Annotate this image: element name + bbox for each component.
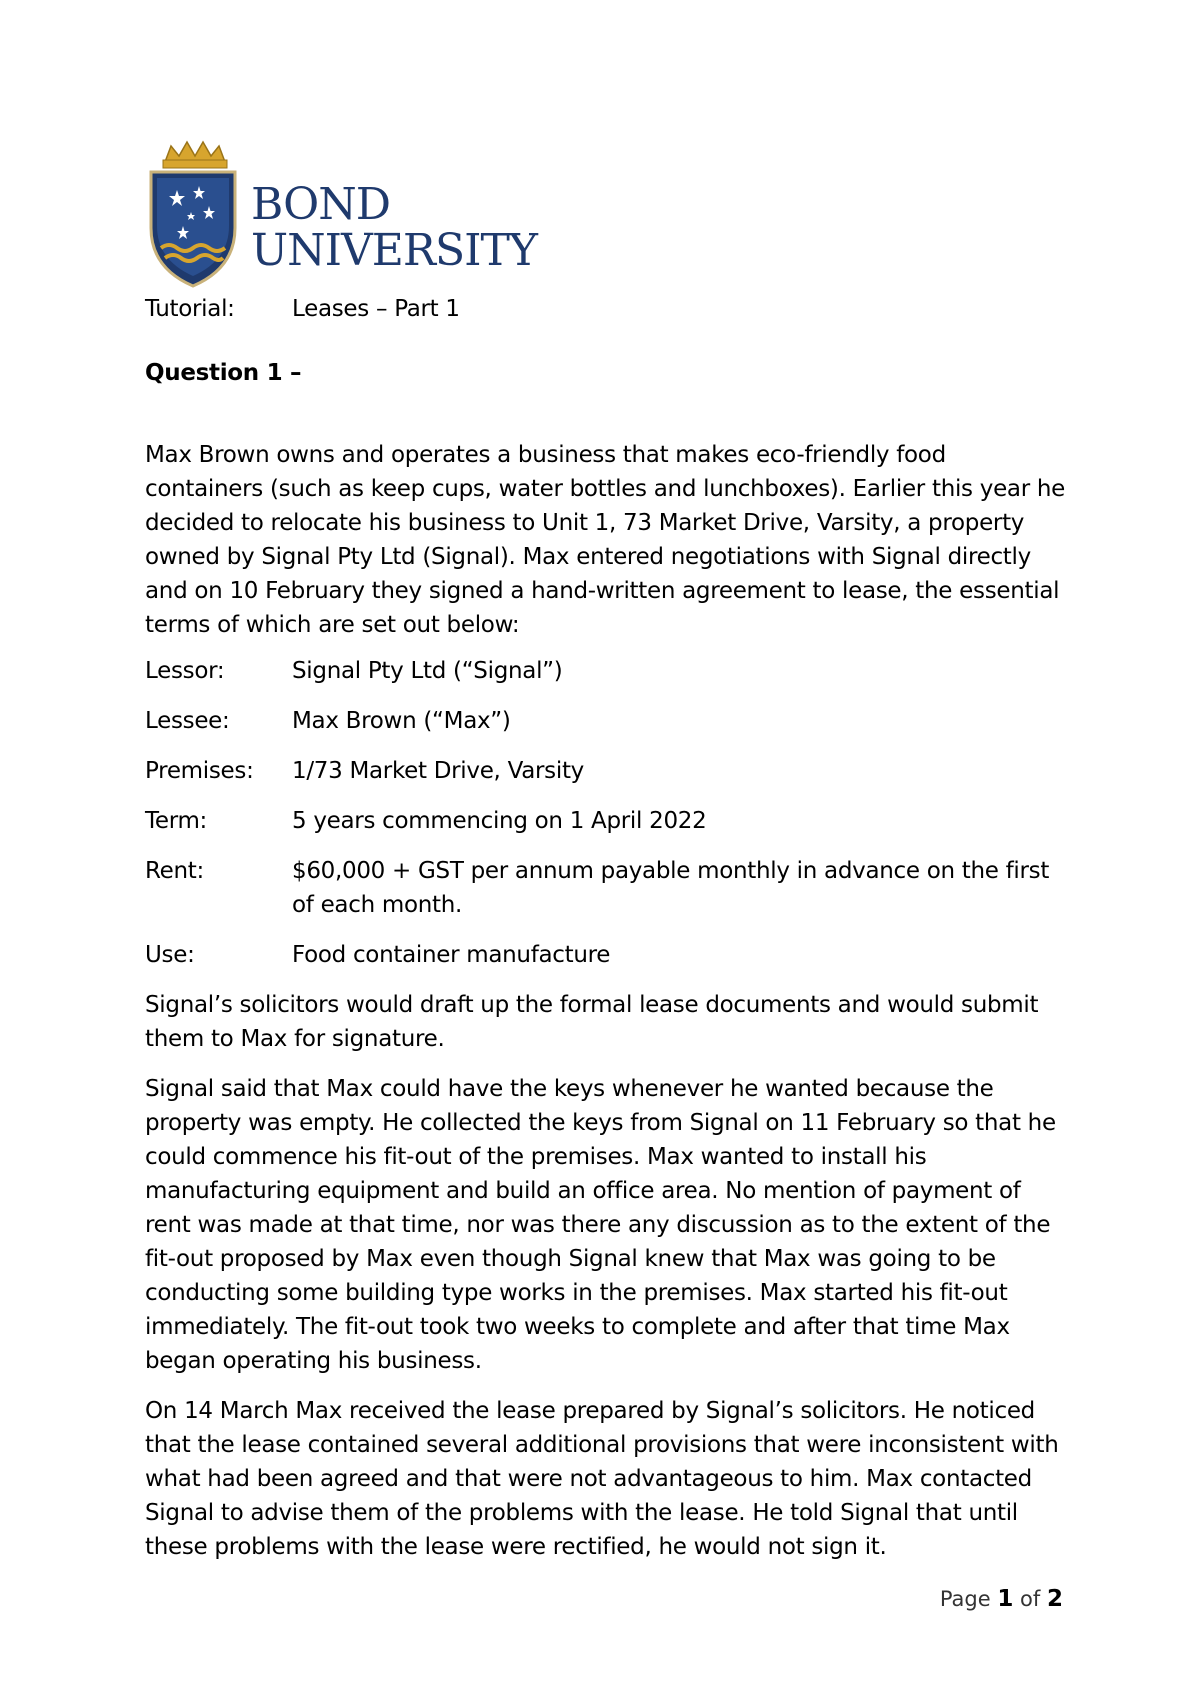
- page-number-footer: [940, 1586, 1063, 1612]
- total-page-number: 2: [1046, 1586, 1063, 1612]
- logo-wordmark: [251, 179, 537, 276]
- term-label: Lessor:: [145, 658, 225, 684]
- term-row-lessor: [145, 654, 1065, 688]
- term-value: Max Brown (“Max”): [292, 708, 511, 734]
- term-value: 5 years commencing on 1 April 2022: [292, 808, 707, 834]
- term-row-use: [145, 938, 1065, 972]
- term-row-rent: [145, 854, 1065, 922]
- lease-terms-list: [145, 654, 1065, 972]
- page-word: Page: [939, 1587, 991, 1611]
- term-row-term: [145, 804, 1065, 838]
- university-logo: [143, 140, 537, 290]
- bond-university-crest-icon: [143, 140, 243, 290]
- tutorial-line: [145, 292, 1065, 326]
- term-value: $60,000 + GST per annum payable monthly in advance on the first of each month.: [292, 858, 1050, 918]
- body-paragraph: Signal’s solicitors would draft up the formal lease documents and would submit them to Max for signature.: [145, 992, 1039, 1052]
- term-row-lessee: [145, 704, 1065, 738]
- body-paragraph: On 14 March Max received the lease prepared by Signal’s solicitors. He noticed that the lease contained several additional provisions that were inconsistent with what had been agreed and that were not advantageous to him. Max contacted Signal to advise them of the problems with the lease. He told Signal that until these problems with the lease were rectified, he would not sign it.: [145, 1398, 1059, 1560]
- term-value: Food container manufacture: [292, 942, 611, 968]
- of-word: of: [1020, 1587, 1041, 1611]
- intro-paragraph: Max Brown owns and operates a business that makes eco-friendly food containers (such as keep cups, water bottles and lunchboxes). Earlier this year he decided to relocate his business to Unit 1, 73 Market Drive, Varsity, a property owned by Signal Pty Ltd (Signal). Max entered negotiations with Signal directly and on 10 February they signed a hand-written agreement to lease, the essential terms of which are set out below:: [145, 442, 1066, 638]
- term-label: Rent:: [145, 858, 204, 884]
- body-paragraph: Signal said that Max could have the keys whenever he wanted because the property was empty. He collected the keys from Signal on 11 February so that he could commence his fit-out of the premises. Max wanted to install his manufacturing equipment and build an office area. No mention of payment of rent was made at that time, nor was there any discussion as to the extent of the fit-out proposed by Max even though Signal knew that Max was going to be conducting some building type works in the premises. Max started his fit-out immediately. The fit-out took two weeks to complete and after that time Max began operating his business.: [145, 1076, 1056, 1374]
- term-label: Lessee:: [145, 708, 230, 734]
- question-heading: Question 1 –: [145, 360, 302, 386]
- current-page-number: 1: [997, 1586, 1014, 1612]
- tutorial-title: Leases – Part 1: [292, 296, 460, 322]
- term-label: Term:: [145, 808, 207, 834]
- term-value: Signal Pty Ltd (“Signal”): [292, 658, 563, 684]
- logo-line-1: BOND: [251, 179, 390, 230]
- term-label: Use:: [145, 942, 195, 968]
- tutorial-label: Tutorial:: [145, 296, 235, 322]
- term-row-premises: [145, 754, 1065, 788]
- logo-line-2: UNIVERSITY: [251, 225, 537, 276]
- document-body: [145, 292, 1065, 1564]
- term-value: 1/73 Market Drive, Varsity: [292, 758, 584, 784]
- term-label: Premises:: [145, 758, 254, 784]
